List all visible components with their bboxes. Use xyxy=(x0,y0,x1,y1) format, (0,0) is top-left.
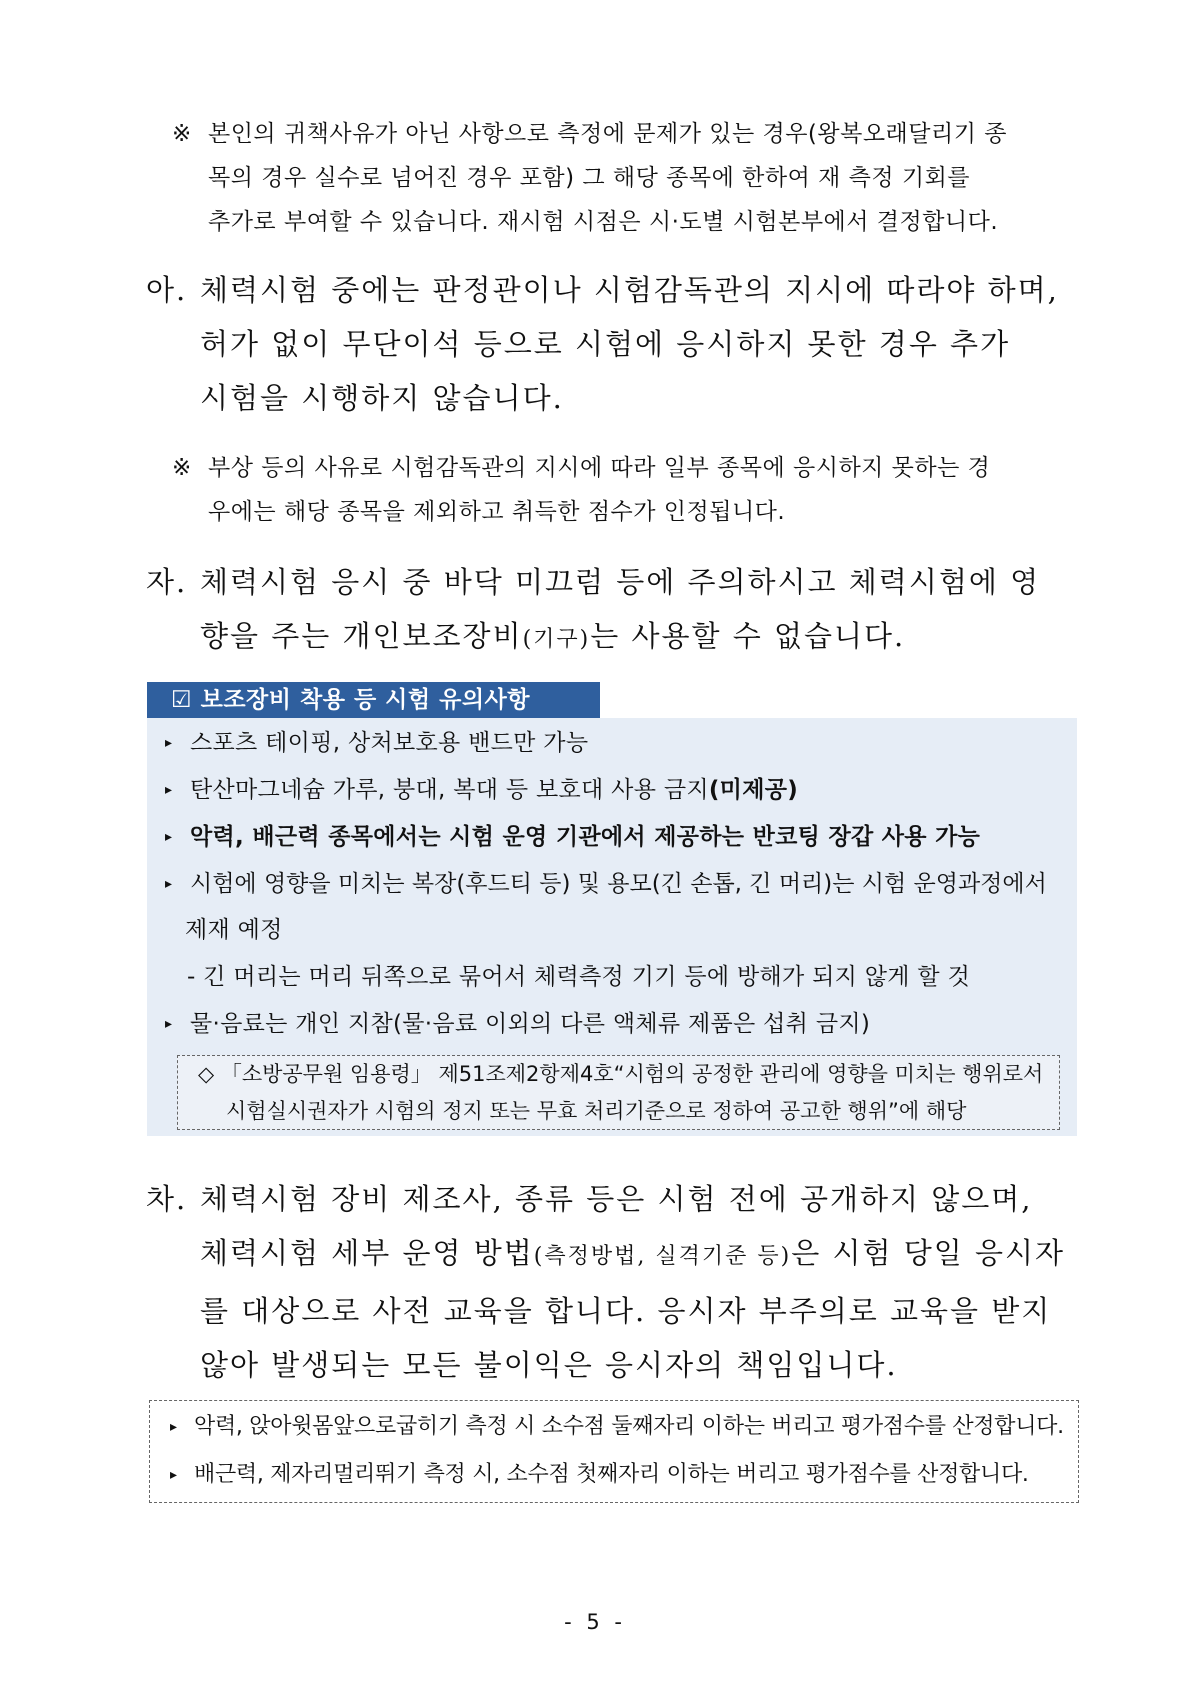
measurement-item xyxy=(150,1403,1078,1451)
caution-item-text: 제재 예정 xyxy=(185,917,283,943)
section-label: 차. xyxy=(146,1182,188,1216)
note-line: 우에는 해당 종목을 제외하고 취득한 점수가 인정됩니다. xyxy=(208,499,786,525)
section-line: 체력시험 장비 제조사, 종류 등은 시험 전에 공개하지 않으며, xyxy=(200,1182,1033,1216)
caution-subitem-text: - 긴 머리는 머리 뒤쪽으로 묶어서 체력측정 기기 등에 방해가 되지 않게 할 것 xyxy=(187,964,971,990)
section-line: 를 대상으로 사전 교육을 합니다. 응시자 부주의로 교육을 받지 xyxy=(200,1294,1052,1328)
note-block-retest xyxy=(172,112,1077,244)
caution-item xyxy=(147,861,1077,953)
caution-box-title: ☑ 보조장비 착용 등 시험 유의사항 xyxy=(147,682,600,718)
note-line: 목의 경우 실수로 넘어진 경우 포함) 그 해당 종목에 한하여 재 측정 기회를 xyxy=(208,165,971,191)
caution-item-text: 시험에 영향을 미치는 복장(후드티 등) 및 용모(긴 손톱, 긴 머리)는 시험 운영과정에서 xyxy=(190,871,1047,897)
bullet-triangle-icon: ▸ xyxy=(165,735,173,751)
section-text: 체력시험 세부 운영 방법 xyxy=(200,1236,534,1270)
section-line xyxy=(200,609,1077,667)
note-line: 본인의 귀책사유가 아닌 사항으로 측정에 문제가 있는 경우(왕복오래달리기 종 xyxy=(208,121,1007,147)
bullet-triangle-icon: ▸ xyxy=(165,782,173,798)
caution-item xyxy=(147,1001,1077,1047)
legal-reference-line: ◇ 「소방공무원 임용령」 제51조제2항제4호“시험의 공정한 관리에 영향을 미치는 행위로서 xyxy=(198,1062,1044,1086)
caution-item xyxy=(147,720,1077,766)
caution-item-text xyxy=(190,767,798,813)
section-label: 자. xyxy=(146,565,188,599)
section-ja xyxy=(146,555,1077,667)
bullet-triangle-icon: ▸ xyxy=(170,1467,178,1483)
caution-box xyxy=(147,718,1077,1136)
note-line: 추가로 부여할 수 있습니다. 재시험 시점은 시·도별 시험본부에서 결정합니다. xyxy=(208,209,999,235)
section-paren-text: (기구) xyxy=(522,627,591,652)
measurement-item xyxy=(150,1451,1078,1499)
measurement-item-text: 배근력, 제자리멀리뛰기 측정 시, 소수점 첫째자리 이하는 버리고 평가점수를 산정합니다. xyxy=(194,1462,1029,1487)
section-cha xyxy=(146,1172,1077,1392)
reference-mark: ※ xyxy=(172,121,192,147)
caution-item-bold: (미제공) xyxy=(708,777,799,803)
section-text: 향을 주는 개인보조장비 xyxy=(200,619,523,653)
bullet-triangle-icon: ▸ xyxy=(165,829,173,845)
section-line xyxy=(200,1226,1077,1284)
caution-item-text: 악력, 배근력 종목에서는 시험 운영 기관에서 제공하는 반코팅 장갑 사용 가능 xyxy=(190,824,981,850)
section-paren-text: (측정방법, 실격기준 등) xyxy=(533,1244,792,1269)
section-text: 은 시험 당일 응시자 xyxy=(791,1236,1065,1270)
page-number: - 5 - xyxy=(564,1610,626,1634)
section-label: 아. xyxy=(146,273,188,307)
legal-reference-line: 시험실시권자가 시험의 정지 또는 무효 처리기준으로 정하여 공고한 행위”에 해당 xyxy=(226,1099,967,1123)
legal-reference-box xyxy=(177,1055,1060,1130)
bullet-triangle-icon: ▸ xyxy=(165,876,173,892)
section-line: 허가 없이 무단이석 등으로 시험에 응시하지 못한 경우 추가 xyxy=(200,327,1011,361)
note-block-injury xyxy=(172,446,1077,534)
caution-item-text: 물·음료는 개인 지참(물·음료 이외의 다른 액체류 제품은 섭취 금지) xyxy=(190,1011,871,1037)
section-line: 체력시험 중에는 판정관이나 시험감독관의 지시에 따라야 하며, xyxy=(200,273,1059,307)
caution-item xyxy=(147,814,1077,860)
section-line: 체력시험 응시 중 바닥 미끄럼 등에 주의하시고 체력시험에 영 xyxy=(200,565,1041,599)
note-line: 부상 등의 사유로 시험감독관의 지시에 따라 일부 종목에 응시하지 못하는 경 xyxy=(208,455,991,481)
section-line: 않아 발생되는 모든 불이익은 응시자의 책임입니다. xyxy=(200,1348,898,1382)
measurement-note-box xyxy=(149,1400,1079,1503)
bullet-triangle-icon: ▸ xyxy=(165,1016,173,1032)
caution-item xyxy=(147,767,1077,813)
measurement-item-text: 악력, 앉아윗몸앞으로굽히기 측정 시 소수점 둘째자리 이하는 버리고 평가점수를 산정합니다. xyxy=(194,1414,1064,1439)
bullet-triangle-icon: ▸ xyxy=(170,1419,178,1435)
reference-mark: ※ xyxy=(172,455,192,481)
section-a xyxy=(146,263,1077,425)
caution-item-text: 스포츠 테이핑, 상처보호용 밴드만 가능 xyxy=(190,730,589,756)
section-line: 시험을 시행하지 않습니다. xyxy=(200,381,564,415)
section-text: 는 사용할 수 없습니다. xyxy=(590,619,906,653)
caution-item-plain: 탄산마그네슘 가루, 붕대, 복대 등 보호대 사용 금지 xyxy=(190,777,709,803)
caution-subitem xyxy=(147,954,1077,1000)
